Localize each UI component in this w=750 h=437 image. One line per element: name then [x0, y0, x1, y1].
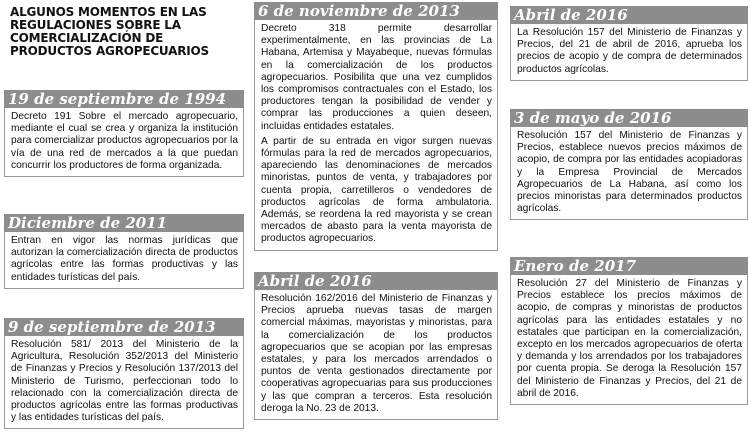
entry-paragraph: Resolución 581/ 2013 del Ministerio de la Agricultura, Resolución 352/2013 del Ministerio de Finanzas y Precios y Resolución 137/2013 del Ministerio de Turismo, perfeccionan todo lo relacionado con la comercialización directa de productos agrícolas entre las formas productivas y las entidades turísticas del país. [11, 339, 238, 424]
entry-body [4, 232, 244, 289]
entry-paragraph: Resolución 157 del Ministerio de Finanzas y Precios, establece nuevos precios máximos de acopio, de compra por las entidades acopiadoras y la Empresa Provincial de Mercados Agropecuarios de La Habana, así como los precios minoristas para determinados productos agrícolas. [517, 130, 742, 215]
entry-body [254, 290, 498, 420]
entry-paragraph: La Resolución 157 del Ministerio de Finanzas y Precios, del 21 de abril de 2016, aprueba los precios de acopio y de compra de determinados productos agrícolas. [517, 27, 742, 75]
main-title: ALGUNOS MOMENTOS EN LAS REGULACIONES SOBRE LA COMERCIALIZACIÓN DE PRODUCTOS AGROPECUARIOS [10, 5, 209, 58]
timeline-entry-nov-2013 [254, 2, 498, 251]
entry-paragraph: Resolución 27 del Ministerio de Finanzas y Precios establece los precios máximos de acopio, de compras y minoristas de productos agrícolas para las entidades estatales y no estatales que participan en la comercialización, excepto en los mercados agropecuarios de oferta y demanda y los arrendados por los trabajadores por cuenta propia. Se deroga la Resolución 157 del Ministerio de Finanzas y Precios, del 21 de abril de 2016. [517, 278, 742, 399]
entry-date: Enero de 2017 [510, 257, 748, 275]
entry-date: 19 de septiembre de 1994 [4, 90, 244, 108]
entry-date: Diciembre de 2011 [4, 214, 244, 232]
entry-paragraph: Decreto 191 Sobre el mercado agropecuario, mediante el cual se crea y organiza la institución para comercializar productos agropecuarios por la vía de una red de mercados a la que puedan concurrir los productores de forma organizada. [11, 111, 238, 171]
timeline-entry-sep-2013 [4, 318, 244, 429]
entry-body [254, 20, 498, 251]
entry-paragraph: A partir de su entrada en vigor surgen nuevas fórmulas para la red de mercados agropecuarios, apareciendo las denominaciones de mercados minoristas, puntos de venta, y trabajadores por cuenta propia, carretilleros o vendedores de productos agrícolas de forma ambulatoria. Además, se reordena la red mayorista y se crean mercados de abasto para la venta mayorista de productos agropecuarios. [261, 135, 492, 245]
entry-paragraph: Decreto 318 permite desarrollar experimentalmente, en las provincias de La Habana, Artemisa y Mayabeque, nuevas fórmulas en la comercialización de los productos agropecuarios. Posibilita que una vez cumplidos los compromisos contractuales con el Estado, los productores tengan la posibilidad de vender y comprar las producciones a quien deseen, incluidas entidades estatales. [261, 23, 492, 132]
entry-body [510, 24, 748, 81]
entry-date: 3 de mayo de 2016 [510, 109, 748, 127]
entry-date: 9 de septiembre de 2013 [4, 318, 244, 336]
entry-date: Abril de 2016 [510, 6, 748, 24]
entry-paragraph: Resolución 162/2016 del Ministerio de Finanzas y Precios aprueba nuevas tasas de margen comercial máximas, mayoristas y minoristas, para la comercialización de los productos agropecuarios que se acopian por las empresas estatales, y para los mercados arrendados o puntos de venta gestionados directamente por cooperativas agropecuarias para sus producciones y las que compran a terceros. Esta resolución deroga la No. 23 de 2013. [261, 293, 492, 414]
timeline-entry-abr-2016-b [510, 6, 748, 81]
timeline-entry-may-2016 [510, 109, 748, 220]
timeline-entry-1994 [4, 90, 244, 177]
entry-body [4, 108, 244, 177]
column-1 [4, 0, 244, 424]
timeline-entry-ene-2017 [510, 257, 748, 405]
entry-paragraph: Entran en vigor las normas jurídicas que autorizan la comercialización directa de productos agrícolas entre las formas productivas y las entidades turísticas del país. [11, 235, 238, 283]
entry-date: 6 de noviembre de 2013 [254, 2, 498, 20]
entry-body [510, 127, 748, 220]
entry-date: Abril de 2016 [254, 272, 498, 290]
timeline-entry-dic-2011 [4, 214, 244, 289]
entry-body [4, 336, 244, 429]
entry-body [510, 275, 748, 405]
timeline-entry-abr-2016-a [254, 272, 498, 420]
